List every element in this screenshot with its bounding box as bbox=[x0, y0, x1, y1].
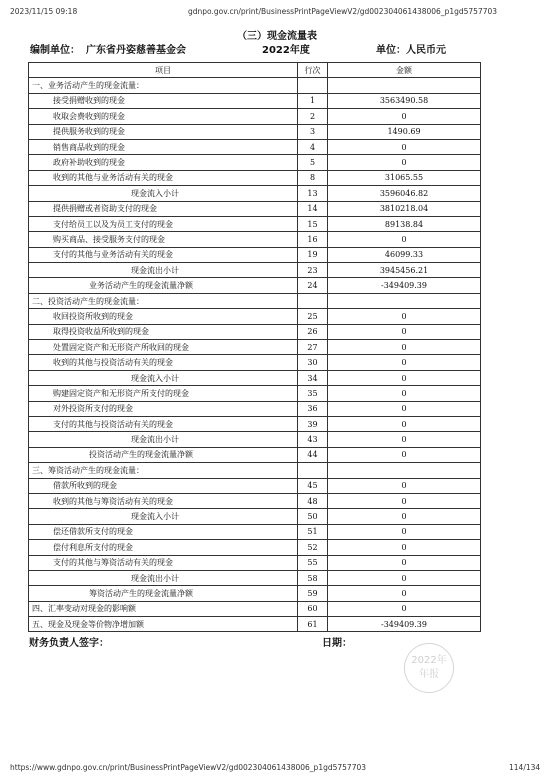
row-seq: 14 bbox=[298, 201, 328, 216]
row-item-label: 偿付利息所支付的现金 bbox=[29, 540, 298, 555]
currency-unit: 单位：人民币元 bbox=[376, 45, 446, 56]
row-seq: 2 bbox=[298, 109, 328, 124]
stamp-label-text: 年报 bbox=[419, 669, 439, 680]
row-amount: 0 bbox=[328, 355, 481, 370]
report-title: （三）现金流量表 bbox=[237, 31, 317, 42]
column-header-amount: 金额 bbox=[328, 63, 481, 78]
table-row bbox=[29, 93, 481, 108]
print-datetime: 2023/11/15 09:18 bbox=[10, 7, 78, 16]
row-item-label: 现金流出小计 bbox=[29, 432, 298, 447]
table-row bbox=[29, 447, 481, 462]
row-amount: 0 bbox=[328, 570, 481, 585]
table-row bbox=[29, 478, 481, 493]
row-seq: 43 bbox=[298, 432, 328, 447]
row-amount: 3596046.82 bbox=[328, 186, 481, 201]
table-row bbox=[29, 509, 481, 524]
table-row bbox=[29, 278, 481, 293]
row-amount: 0 bbox=[328, 370, 481, 385]
row-seq: 16 bbox=[298, 232, 328, 247]
row-amount: 31065.55 bbox=[328, 170, 481, 185]
row-item-label: 提供捐赠或者资助支付的现金 bbox=[29, 201, 298, 216]
row-item-label: 支付的其他与业务活动有关的现金 bbox=[29, 247, 298, 262]
row-seq: 36 bbox=[298, 401, 328, 416]
row-amount bbox=[328, 78, 481, 93]
table-row bbox=[29, 155, 481, 170]
row-amount: 0 bbox=[328, 155, 481, 170]
table-row bbox=[29, 555, 481, 570]
row-amount: 0 bbox=[328, 401, 481, 416]
table-row bbox=[29, 463, 481, 478]
table-row bbox=[29, 570, 481, 585]
row-amount: 0 bbox=[328, 586, 481, 601]
row-seq bbox=[298, 78, 328, 93]
row-amount: 0 bbox=[328, 340, 481, 355]
row-amount: 0 bbox=[328, 416, 481, 431]
table-row bbox=[29, 540, 481, 555]
row-item-label: 取得投资收益所收到的现金 bbox=[29, 324, 298, 339]
date-label: 日期： bbox=[322, 638, 352, 649]
row-item-label: 现金流入小计 bbox=[29, 186, 298, 201]
table-row bbox=[29, 355, 481, 370]
row-item-label: 收到的其他与业务活动有关的现金 bbox=[29, 170, 298, 185]
annual-report-watermark-stamp bbox=[404, 643, 454, 693]
row-seq: 39 bbox=[298, 416, 328, 431]
row-seq: 44 bbox=[298, 447, 328, 462]
table-row bbox=[29, 293, 481, 308]
row-seq: 61 bbox=[298, 617, 328, 632]
row-amount bbox=[328, 293, 481, 308]
row-amount: 0 bbox=[328, 555, 481, 570]
table-row bbox=[29, 617, 481, 632]
row-item-label: 投资活动产生的现金流量净额 bbox=[29, 447, 298, 462]
row-seq: 60 bbox=[298, 601, 328, 616]
table-row bbox=[29, 401, 481, 416]
row-item-label: 筹资活动产生的现金流量净额 bbox=[29, 586, 298, 601]
row-seq: 52 bbox=[298, 540, 328, 555]
row-amount: 46099.33 bbox=[328, 247, 481, 262]
row-seq: 34 bbox=[298, 370, 328, 385]
row-seq: 13 bbox=[298, 186, 328, 201]
table-row bbox=[29, 170, 481, 185]
table-row bbox=[29, 309, 481, 324]
table-row bbox=[29, 124, 481, 139]
row-seq: 55 bbox=[298, 555, 328, 570]
row-amount: 89138.84 bbox=[328, 216, 481, 231]
table-row bbox=[29, 432, 481, 447]
row-amount: 0 bbox=[328, 524, 481, 539]
table-row bbox=[29, 201, 481, 216]
table-row bbox=[29, 324, 481, 339]
row-item-label: 四、汇率变动对现金的影响额 bbox=[29, 601, 298, 616]
table-row bbox=[29, 370, 481, 385]
table-row bbox=[29, 601, 481, 616]
row-amount: 3563490.58 bbox=[328, 93, 481, 108]
row-item-label: 现金流入小计 bbox=[29, 370, 298, 385]
row-amount: 0 bbox=[328, 447, 481, 462]
row-item-label: 处置固定资产和无形资产所收回的现金 bbox=[29, 340, 298, 355]
table-row bbox=[29, 232, 481, 247]
row-amount: 0 bbox=[328, 139, 481, 154]
row-item-label: 一、业务活动产生的现金流量： bbox=[29, 78, 298, 93]
row-seq: 27 bbox=[298, 340, 328, 355]
row-seq: 1 bbox=[298, 93, 328, 108]
org-name: 广东省丹姿慈善基金会 bbox=[86, 45, 186, 56]
row-seq: 8 bbox=[298, 170, 328, 185]
row-amount: 0 bbox=[328, 509, 481, 524]
column-header-seq: 行次 bbox=[298, 63, 328, 78]
row-seq: 51 bbox=[298, 524, 328, 539]
table-row bbox=[29, 524, 481, 539]
row-amount: 0 bbox=[328, 432, 481, 447]
row-item-label: 三、筹资活动产生的现金流量： bbox=[29, 463, 298, 478]
row-item-label: 收到的其他与筹资活动有关的现金 bbox=[29, 493, 298, 508]
table-row bbox=[29, 493, 481, 508]
row-item-label: 购买商品、接受服务支付的现金 bbox=[29, 232, 298, 247]
row-item-label: 提供服务收到的现金 bbox=[29, 124, 298, 139]
row-amount: 3945456.21 bbox=[328, 263, 481, 278]
print-header-url: gdnpo.gov.cn/print/BusinessPrintPageViewV2/gd002304061438006_p1gd5757703 bbox=[188, 7, 498, 16]
row-amount: 0 bbox=[328, 493, 481, 508]
row-amount: 3810218.04 bbox=[328, 201, 481, 216]
row-amount: 0 bbox=[328, 478, 481, 493]
row-item-label: 销售商品收到的现金 bbox=[29, 139, 298, 154]
row-amount: 0 bbox=[328, 232, 481, 247]
row-item-label: 借款所收到的现金 bbox=[29, 478, 298, 493]
row-seq: 35 bbox=[298, 386, 328, 401]
row-amount: 0 bbox=[328, 109, 481, 124]
report-year: 2022年度 bbox=[262, 45, 310, 56]
table-row bbox=[29, 340, 481, 355]
row-amount: 0 bbox=[328, 601, 481, 616]
row-amount: 0 bbox=[328, 309, 481, 324]
table-row bbox=[29, 139, 481, 154]
row-item-label: 接受捐赠收到的现金 bbox=[29, 93, 298, 108]
row-seq: 58 bbox=[298, 570, 328, 585]
table-row bbox=[29, 78, 481, 93]
row-seq: 59 bbox=[298, 586, 328, 601]
table-row bbox=[29, 109, 481, 124]
org-label: 编制单位： bbox=[30, 45, 80, 56]
row-seq: 15 bbox=[298, 216, 328, 231]
row-item-label: 现金流出小计 bbox=[29, 263, 298, 278]
row-item-label: 支付的其他与投资活动有关的现金 bbox=[29, 416, 298, 431]
row-seq: 24 bbox=[298, 278, 328, 293]
row-item-label: 现金流出小计 bbox=[29, 570, 298, 585]
row-item-label: 五、现金及现金等价物净增加额 bbox=[29, 617, 298, 632]
row-item-label: 对外投资所支付的现金 bbox=[29, 401, 298, 416]
row-amount: -349409.39 bbox=[328, 617, 481, 632]
table-row bbox=[29, 186, 481, 201]
row-item-label: 现金流入小计 bbox=[29, 509, 298, 524]
signer-label: 财务负责人签字： bbox=[29, 638, 109, 649]
row-seq bbox=[298, 293, 328, 308]
table-row bbox=[29, 586, 481, 601]
row-seq: 19 bbox=[298, 247, 328, 262]
row-amount: -349409.39 bbox=[328, 278, 481, 293]
column-header-item: 项目 bbox=[29, 63, 298, 78]
table-row bbox=[29, 247, 481, 262]
page-counter: 114/134 bbox=[509, 763, 541, 772]
cash-flow-table bbox=[28, 62, 481, 632]
row-seq: 23 bbox=[298, 263, 328, 278]
table-row bbox=[29, 263, 481, 278]
row-seq: 45 bbox=[298, 478, 328, 493]
row-seq: 48 bbox=[298, 493, 328, 508]
table-row bbox=[29, 386, 481, 401]
row-item-label: 收取会费收到的现金 bbox=[29, 109, 298, 124]
table-row bbox=[29, 416, 481, 431]
row-seq: 5 bbox=[298, 155, 328, 170]
row-item-label: 偿还借款所支付的现金 bbox=[29, 524, 298, 539]
row-amount: 0 bbox=[328, 386, 481, 401]
row-amount: 0 bbox=[328, 324, 481, 339]
row-amount: 0 bbox=[328, 540, 481, 555]
row-item-label: 收到的其他与投资活动有关的现金 bbox=[29, 355, 298, 370]
row-item-label: 政府补助收到的现金 bbox=[29, 155, 298, 170]
row-item-label: 业务活动产生的现金流量净额 bbox=[29, 278, 298, 293]
row-seq: 3 bbox=[298, 124, 328, 139]
row-item-label: 收回投资所收到的现金 bbox=[29, 309, 298, 324]
row-seq: 25 bbox=[298, 309, 328, 324]
table-row bbox=[29, 216, 481, 231]
row-seq: 30 bbox=[298, 355, 328, 370]
row-seq bbox=[298, 463, 328, 478]
stamp-year-text: 2022年 bbox=[411, 655, 447, 666]
print-footer-url: https://www.gdnpo.gov.cn/print/BusinessPrintPageViewV2/gd002304061438006_p1gd5757703 bbox=[10, 763, 367, 772]
row-item-label: 支付的其他与筹资活动有关的现金 bbox=[29, 555, 298, 570]
table-header-row bbox=[29, 63, 481, 78]
row-item-label: 支付给员工以及为员工支付的现金 bbox=[29, 216, 298, 231]
row-amount bbox=[328, 463, 481, 478]
row-seq: 26 bbox=[298, 324, 328, 339]
row-item-label: 购建固定资产和无形资产所支付的现金 bbox=[29, 386, 298, 401]
row-item-label: 二、投资活动产生的现金流量： bbox=[29, 293, 298, 308]
row-amount: 1490.69 bbox=[328, 124, 481, 139]
row-seq: 4 bbox=[298, 139, 328, 154]
row-seq: 50 bbox=[298, 509, 328, 524]
